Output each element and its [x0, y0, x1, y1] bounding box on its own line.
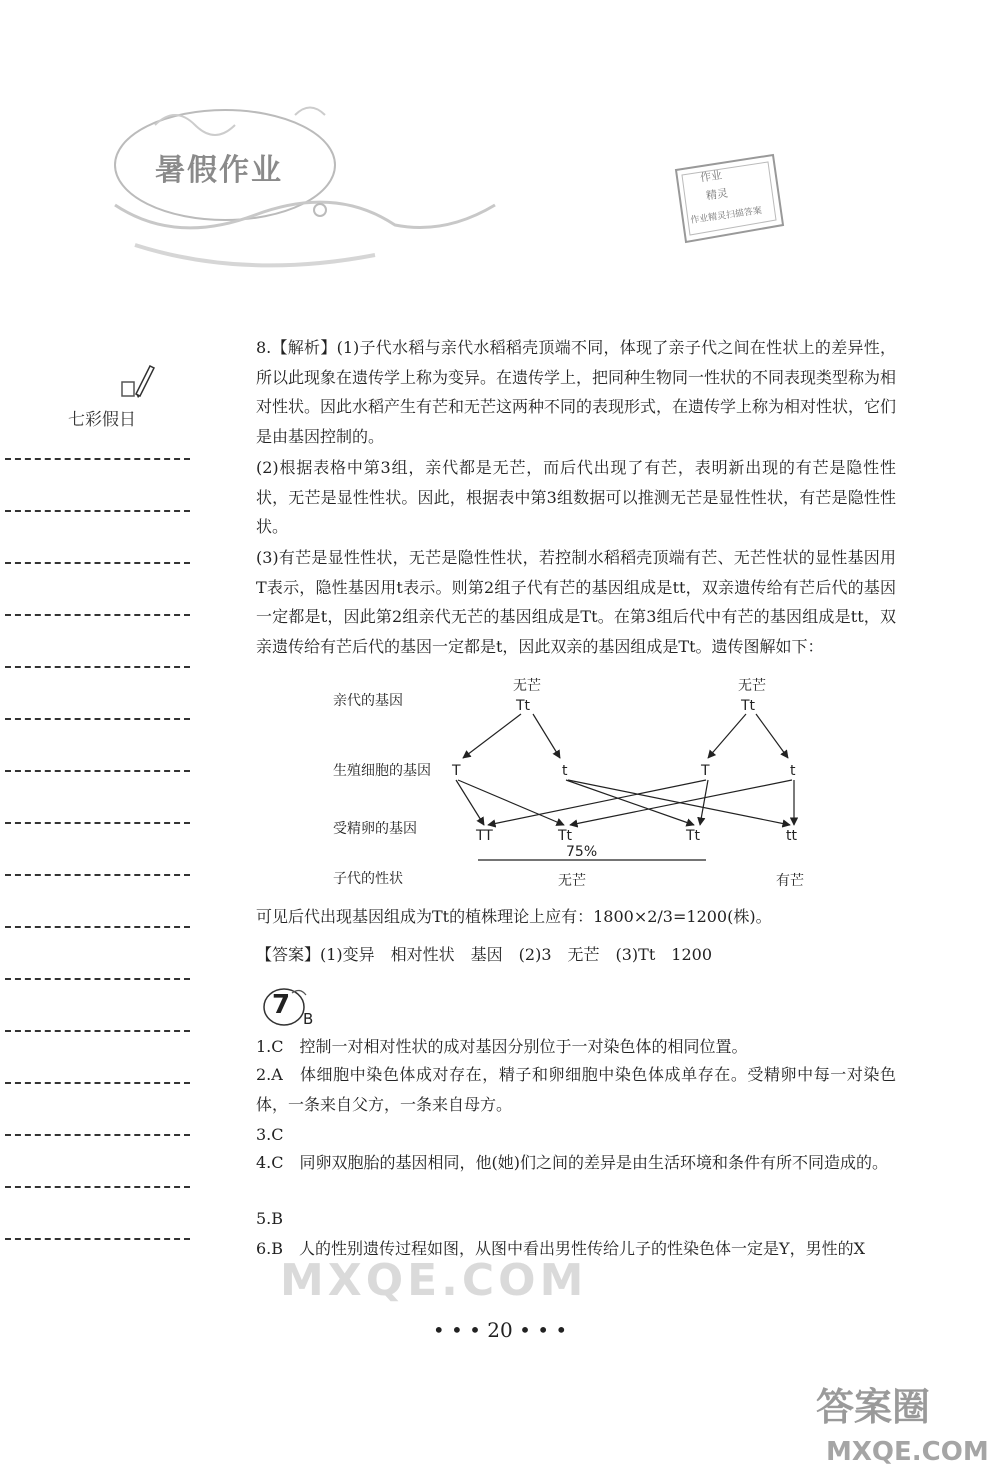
- q8-answer: 【答案】(1)变异 相对性状 基因 (2)3 无芒 (3)Tt 1200: [256, 945, 712, 964]
- logo-text: 答案圈: [816, 1385, 931, 1429]
- parent2-trait: 无芒: [738, 678, 766, 694]
- site-logo: [808, 1380, 998, 1470]
- offspring-trait-1: 无芒: [558, 873, 586, 889]
- page-number: • • • 20 • • •: [432, 1318, 568, 1342]
- note-line: [5, 458, 190, 460]
- row-label-gamete: 生殖细胞的基因: [333, 763, 431, 779]
- row-label-zygote: 受精卵的基因: [333, 821, 417, 837]
- section-letter: B: [303, 1010, 314, 1028]
- gamete-T-1: T: [452, 763, 461, 779]
- parent1-gene: Tt: [516, 698, 531, 714]
- note-line: [5, 1238, 190, 1240]
- note-line: [5, 510, 190, 512]
- note-line: [5, 1030, 190, 1032]
- offspring-trait-2: 有芒: [776, 873, 804, 889]
- note-line: [5, 562, 190, 564]
- banner-ornament: [95, 95, 515, 295]
- percent-label: 75%: [566, 844, 598, 860]
- parent1-trait: 无芒: [513, 678, 541, 694]
- note-line: [5, 1134, 190, 1136]
- row-label-parent: 亲代的基因: [333, 693, 403, 709]
- q7-item-2: 2.A 体细胞中染色体成对存在，精子和卵细胞中染色体成单存在。受精卵中每一对染色体，一条来自父方，一条来自母方。: [256, 1065, 896, 1114]
- stamp-line-2: 精灵: [705, 186, 729, 203]
- stamp-line-3: 作业精灵扫描答案: [689, 206, 763, 226]
- zygote-tt: tt: [786, 828, 797, 844]
- q8-analysis-part1: 8.【解析】(1)子代水稻与亲代水稻稻壳顶端不同，体现了亲子代之间在性状上的差异性，所以此现象在遗传学上称为变异。在遗传学上，把同种生物同一性状的不同表现类型称为相对性状。因此水稻产生有芒和无芒这两种不同的表现形式，在遗传学上称为相对性状，它们是由基因控制的。: [256, 338, 897, 446]
- q8-analysis-part2: (2)根据表格中第3组，亲代都是无芒，而后代出现了有芒，表明新出现的有芒是隐性性状，无芒是显性性状。因此，根据表中第3组数据可以推测无芒是显性性状，有芒是隐性性状。: [256, 458, 896, 536]
- gamete-t-2: t: [790, 763, 796, 779]
- gamete-T-2: T: [701, 763, 710, 779]
- zygote-TT: TT: [476, 828, 493, 844]
- gamete-t-1: t: [562, 763, 568, 779]
- note-line: [5, 614, 190, 616]
- note-line: [5, 718, 190, 720]
- q7-item-3: 3.C: [256, 1125, 284, 1144]
- q7-item-5: 5.B: [256, 1209, 284, 1228]
- q7-item-4: 4.C 同卵双胞胎的基因相同，他(她)们之间的差异是由生活环境和条件有所不同造成的。: [256, 1153, 888, 1172]
- note-line: [5, 926, 190, 928]
- q8-conclusion: 可见后代出现基因组成为Tt的植株理论上应有：1800×2/3=1200(株)。: [256, 907, 772, 926]
- note-line: [5, 666, 190, 668]
- logo-url: MXQE.COM: [826, 1437, 989, 1467]
- note-line: [5, 1082, 190, 1084]
- parent2-gene: Tt: [741, 698, 756, 714]
- zygote-Tt-1: Tt: [558, 828, 573, 844]
- note-line: [5, 1186, 190, 1188]
- banner-title: 暑假作业: [155, 153, 283, 188]
- note-line: [5, 822, 190, 824]
- zygote-Tt-2: Tt: [686, 828, 701, 844]
- note-line: [5, 978, 190, 980]
- row-label-offspring: 子代的性状: [333, 871, 403, 887]
- pen-icon: [120, 360, 160, 400]
- note-line: [5, 770, 190, 772]
- watermark-text: MXQE.COM: [280, 1255, 588, 1306]
- note-line: [5, 874, 190, 876]
- q8-analysis-part3: (3)有芒是显性性状，无芒是隐性性状，若控制水稻稻壳顶端有芒、无芒性状的显性基因用T表示，隐性基因用t表示。则第2组子代有芒的基因组成是tt，双亲遗传给有芒后代的基因一定都是t，因此第2组亲代无芒的基因组成是Tt。在第3组后代中有芒的基因组成是tt，双亲遗传给有芒后代的基因一定都是t，因此双亲的基因组成是Tt。遗传图解如下：: [256, 548, 896, 656]
- genetic-diagram: [328, 672, 828, 897]
- q7-item-1: 1.C 控制一对相对性状的成对基因分别位于一对染色体的相同位置。: [256, 1037, 748, 1056]
- sidebar-label: 七彩假日: [68, 410, 136, 430]
- cross-arrows: [456, 714, 794, 825]
- stamp-line-1: 作业: [699, 168, 723, 185]
- section-number: 7: [272, 990, 291, 1020]
- q7-item-6: 6.B 人的性别遗传过程如图，从图中看出男性传给儿子的性染色体一定是Y，男性的X: [256, 1239, 865, 1258]
